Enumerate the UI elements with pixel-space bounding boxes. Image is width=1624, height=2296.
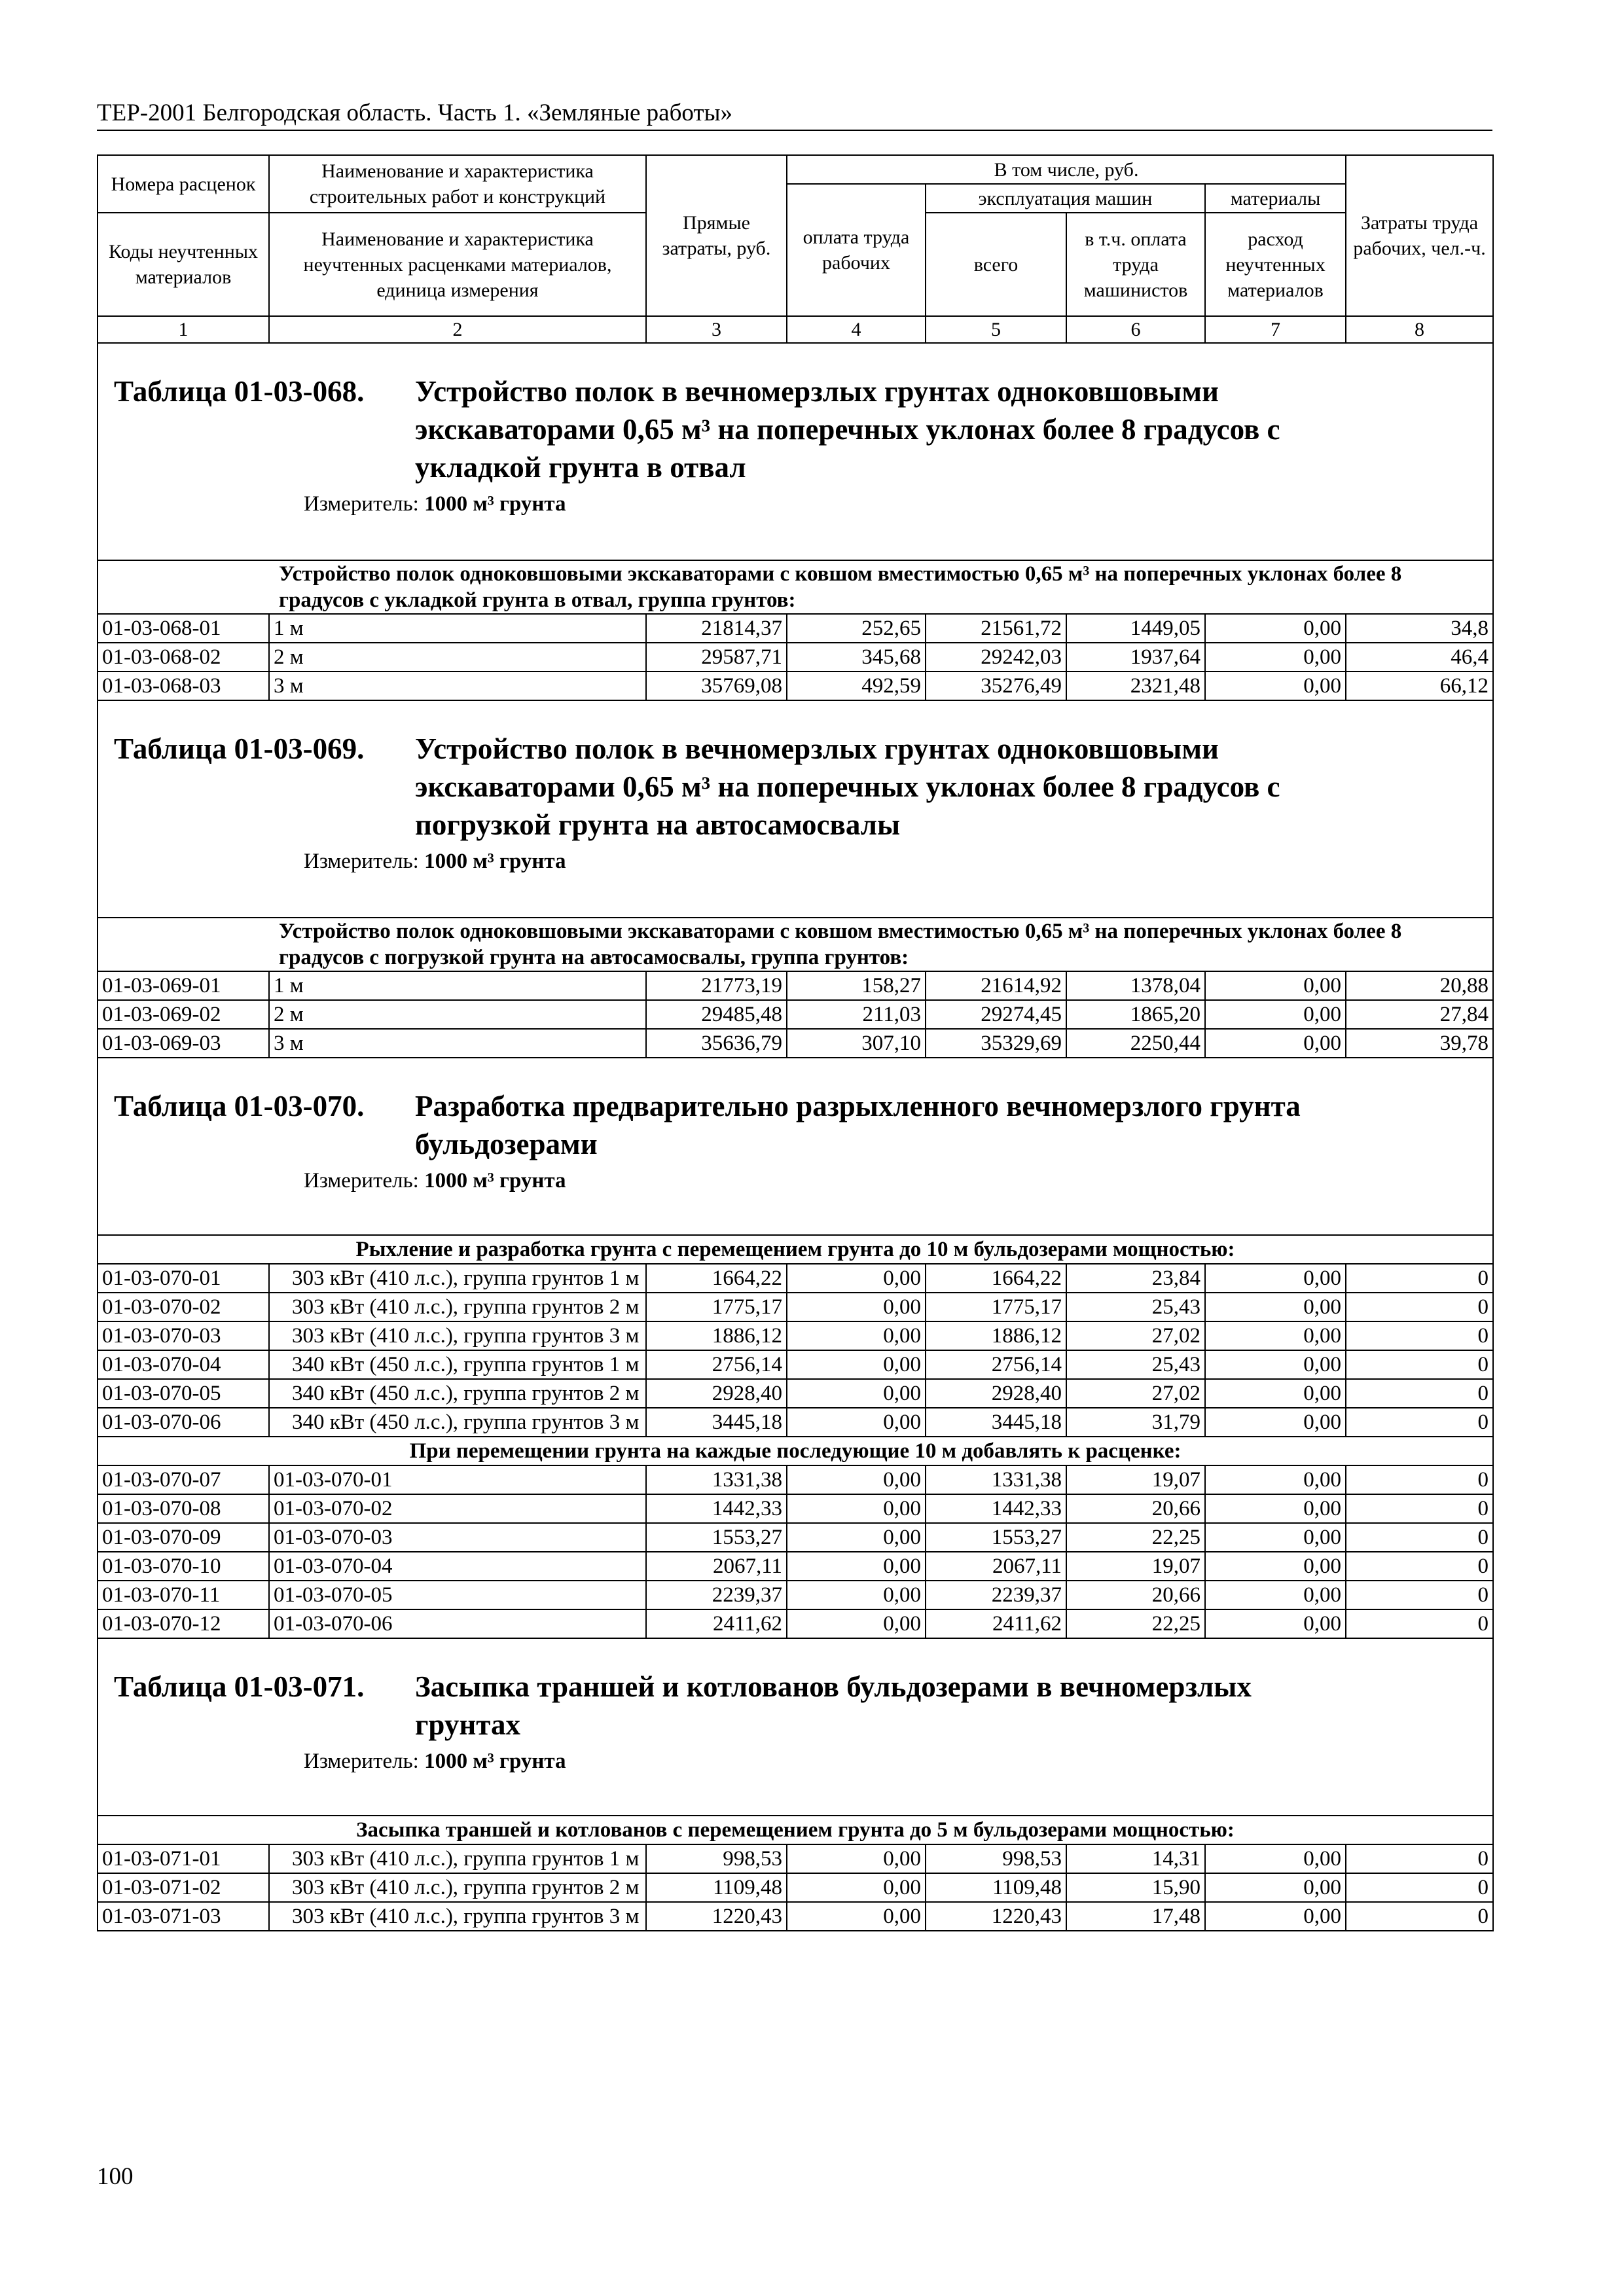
table-title-row <box>98 1058 1493 1235</box>
table-row <box>98 1293 1493 1321</box>
machinists-pay: 19,07 <box>1066 1552 1205 1581</box>
direct-costs: 1886,12 <box>646 1321 787 1350</box>
table-title-line: Устройство полок в вечномерзлых грунтах одноковшовыми <box>415 375 1219 408</box>
rate-name: 303 кВт (410 л.с.), группа грунтов 1 м <box>269 1264 646 1293</box>
machines-total: 1220,43 <box>926 1902 1066 1931</box>
rate-code: 01-03-070-03 <box>98 1321 269 1350</box>
table-title-line: экскаваторами 0,65 м³ на поперечных уклонах более 8 градусов с <box>415 770 1280 803</box>
col-number: 1 <box>98 316 269 343</box>
machinists-pay: 17,48 <box>1066 1902 1205 1931</box>
table-row <box>98 643 1493 672</box>
table-title-line: экскаваторами 0,65 м³ на поперечных уклонах более 8 градусов с <box>415 413 1280 446</box>
rate-code: 01-03-070-04 <box>98 1350 269 1379</box>
machines-header: эксплуатация машин <box>926 184 1205 213</box>
rate-code: 01-03-070-11 <box>98 1581 269 1609</box>
col-number: 3 <box>646 316 787 343</box>
labor-hours: 66,12 <box>1346 672 1493 700</box>
measure-label: Измеритель: <box>304 850 419 873</box>
materials: 0,00 <box>1205 1494 1346 1523</box>
machinists-pay: 27,02 <box>1066 1379 1205 1408</box>
measure-value: 1000 м³ грунта <box>424 850 566 873</box>
labor-pay: 0,00 <box>787 1264 926 1293</box>
direct-costs: 1331,38 <box>646 1465 787 1494</box>
rate-code: 01-03-070-05 <box>98 1379 269 1408</box>
subheader: Устройство полок одноковшовыми экскаваторами с ковшом вместимостью 0,65 м³ на поперечных уклонах более 8 градусов с погрузкой грунта на автосамосвалы, группа грунтов: <box>98 918 1493 971</box>
materials: 0,00 <box>1205 971 1346 1000</box>
materials: 0,00 <box>1205 614 1346 643</box>
machinists-pay: 22,25 <box>1066 1523 1205 1552</box>
rate-code: 01-03-070-08 <box>98 1494 269 1523</box>
machinists-pay: 2250,44 <box>1066 1029 1205 1058</box>
labor-pay: 492,59 <box>787 672 926 700</box>
labor-pay: 0,00 <box>787 1552 926 1581</box>
table-title <box>98 343 1493 560</box>
labor-hours: 0 <box>1346 1321 1493 1350</box>
measure-line <box>304 489 1482 519</box>
labor-pay: 0,00 <box>787 1844 926 1873</box>
table-title-line: бульдозерами <box>415 1128 598 1160</box>
table-row <box>98 1523 1493 1552</box>
rate-code: 01-03-070-09 <box>98 1523 269 1552</box>
table-title-row <box>98 700 1493 918</box>
machines-total: 2067,11 <box>926 1552 1066 1581</box>
machines-total: 2239,37 <box>926 1581 1066 1609</box>
materials-header: материалы <box>1205 184 1346 213</box>
machinists-pay: 20,66 <box>1066 1581 1205 1609</box>
subheader: При перемещении грунта на каждые последующие 10 м добавлять к расценке: <box>98 1437 1493 1465</box>
table-title-prefix: Таблица 01-03-071. <box>114 1670 365 1703</box>
rate-name: 340 кВт (450 л.с.), группа грунтов 3 м <box>269 1408 646 1437</box>
table-row <box>98 672 1493 700</box>
machinists-pay: 22,25 <box>1066 1609 1205 1638</box>
col3-header: Прямые затраты, руб. <box>646 155 787 316</box>
rate-code: 01-03-071-02 <box>98 1873 269 1902</box>
labor-pay: 211,03 <box>787 1000 926 1029</box>
measure-label: Измеритель: <box>304 492 419 516</box>
subheader-row <box>98 1816 1493 1844</box>
labor-hours: 0 <box>1346 1844 1493 1873</box>
table-title-prefix: Таблица 01-03-068. <box>114 375 365 408</box>
machines-total: 21561,72 <box>926 614 1066 643</box>
materials: 0,00 <box>1205 1844 1346 1873</box>
machines-total: 1442,33 <box>926 1494 1066 1523</box>
subheader: Засыпка траншей и котлованов с перемещением грунта до 5 м бульдозерами мощностью: <box>98 1816 1493 1844</box>
col1-bottom-header: Коды неучтенных материалов <box>98 213 269 316</box>
materials: 0,00 <box>1205 1581 1346 1609</box>
materials: 0,00 <box>1205 1465 1346 1494</box>
materials: 0,00 <box>1205 1379 1346 1408</box>
table-title-row <box>98 343 1493 560</box>
rate-name: 1 м <box>269 971 646 1000</box>
materials: 0,00 <box>1205 1293 1346 1321</box>
rate-name: 340 кВт (450 л.с.), группа грунтов 1 м <box>269 1350 646 1379</box>
machines-total: 1331,38 <box>926 1465 1066 1494</box>
machinists-pay: 20,66 <box>1066 1494 1205 1523</box>
direct-costs: 21773,19 <box>646 971 787 1000</box>
table-row <box>98 1000 1493 1029</box>
machinists-pay: 31,79 <box>1066 1408 1205 1437</box>
labor-hours: 0 <box>1346 1609 1493 1638</box>
table-title-line: Разработка предварительно разрыхленного вечномерзлого грунта <box>415 1090 1301 1122</box>
table-row <box>98 1873 1493 1902</box>
measure-label: Измеритель: <box>304 1749 419 1773</box>
table-row <box>98 614 1493 643</box>
subheader-row <box>98 1437 1493 1465</box>
direct-costs: 2067,11 <box>646 1552 787 1581</box>
machines-total: 3445,18 <box>926 1408 1066 1437</box>
rate-name: 01-03-070-05 <box>269 1581 646 1609</box>
labor-hours: 20,88 <box>1346 971 1493 1000</box>
direct-costs: 1664,22 <box>646 1264 787 1293</box>
rate-code: 01-03-069-02 <box>98 1000 269 1029</box>
materials: 0,00 <box>1205 1523 1346 1552</box>
measure-value: 1000 м³ грунта <box>424 492 566 516</box>
machines-total: 29274,45 <box>926 1000 1066 1029</box>
rate-name: 3 м <box>269 1029 646 1058</box>
table-title-line: Устройство полок в вечномерзлых грунтах одноковшовыми <box>415 732 1219 765</box>
col-number: 7 <box>1205 316 1346 343</box>
rate-name: 303 кВт (410 л.с.), группа грунтов 3 м <box>269 1321 646 1350</box>
materials: 0,00 <box>1205 1264 1346 1293</box>
table-row <box>98 1408 1493 1437</box>
machines-total: 1664,22 <box>926 1264 1066 1293</box>
direct-costs: 21814,37 <box>646 614 787 643</box>
labor-hours: 0 <box>1346 1494 1493 1523</box>
col-number: 8 <box>1346 316 1493 343</box>
rate-code: 01-03-071-01 <box>98 1844 269 1873</box>
table-row <box>98 1609 1493 1638</box>
rate-name: 01-03-070-03 <box>269 1523 646 1552</box>
rate-code: 01-03-068-02 <box>98 643 269 672</box>
table-title <box>98 1638 1493 1816</box>
machinists-pay: 1937,64 <box>1066 643 1205 672</box>
labor-pay: 307,10 <box>787 1029 926 1058</box>
including-header: В том числе, руб. <box>787 155 1346 184</box>
rate-code: 01-03-069-03 <box>98 1029 269 1058</box>
subheader-row <box>98 918 1493 971</box>
col4-header: оплата труда рабочих <box>787 184 926 316</box>
table-title <box>98 700 1493 918</box>
machines-total: 2928,40 <box>926 1379 1066 1408</box>
materials: 0,00 <box>1205 672 1346 700</box>
table-row <box>98 1029 1493 1058</box>
machines-total: 21614,92 <box>926 971 1066 1000</box>
direct-costs: 35769,08 <box>646 672 787 700</box>
table-title-line: Засыпка траншей и котлованов бульдозерами в вечномерзлых <box>415 1670 1252 1703</box>
labor-hours: 46,4 <box>1346 643 1493 672</box>
labor-pay: 0,00 <box>787 1321 926 1350</box>
direct-costs: 1775,17 <box>646 1293 787 1321</box>
labor-pay: 0,00 <box>787 1465 926 1494</box>
rate-name: 3 м <box>269 672 646 700</box>
table-title <box>98 1058 1493 1235</box>
table-row <box>98 1264 1493 1293</box>
direct-costs: 2756,14 <box>646 1350 787 1379</box>
direct-costs: 35636,79 <box>646 1029 787 1058</box>
rate-code: 01-03-068-03 <box>98 672 269 700</box>
labor-pay: 0,00 <box>787 1609 926 1638</box>
labor-hours: 27,84 <box>1346 1000 1493 1029</box>
rate-name: 01-03-070-02 <box>269 1494 646 1523</box>
col7-header: расход неучтенных материалов <box>1205 213 1346 316</box>
rate-name: 303 кВт (410 л.с.), группа грунтов 2 м <box>269 1873 646 1902</box>
table-row <box>98 1552 1493 1581</box>
rate-name: 340 кВт (450 л.с.), группа грунтов 2 м <box>269 1379 646 1408</box>
col2-bottom-header: Наименование и характеристика неучтенных расценками материалов, единица измерения <box>269 213 646 316</box>
labor-hours: 0 <box>1346 1873 1493 1902</box>
measure-line <box>304 1166 1482 1196</box>
direct-costs: 2239,37 <box>646 1581 787 1609</box>
rate-code: 01-03-070-02 <box>98 1293 269 1321</box>
machinists-pay: 15,90 <box>1066 1873 1205 1902</box>
col2-top-header: Наименование и характеристика строительных работ и конструкций <box>269 155 646 213</box>
materials: 0,00 <box>1205 1000 1346 1029</box>
running-title: ТЕР-2001 Белгородская область. Часть 1. «Земляные работы» <box>97 98 1492 131</box>
labor-hours: 0 <box>1346 1264 1493 1293</box>
col1-top-header: Номера расценок <box>98 155 269 213</box>
machines-total: 1886,12 <box>926 1321 1066 1350</box>
rate-code: 01-03-070-12 <box>98 1609 269 1638</box>
table-row <box>98 1379 1493 1408</box>
measure-value: 1000 м³ грунта <box>424 1749 566 1773</box>
rate-code: 01-03-069-01 <box>98 971 269 1000</box>
header-row-1 <box>98 155 1493 184</box>
machines-total: 29242,03 <box>926 643 1066 672</box>
col-number: 6 <box>1066 316 1205 343</box>
machines-total: 35276,49 <box>926 672 1066 700</box>
labor-pay: 252,65 <box>787 614 926 643</box>
subheader-row <box>98 1235 1493 1264</box>
machines-total: 35329,69 <box>926 1029 1066 1058</box>
labor-hours: 0 <box>1346 1902 1493 1931</box>
subheader-row <box>98 560 1493 614</box>
labor-hours: 0 <box>1346 1581 1493 1609</box>
machines-total: 1109,48 <box>926 1873 1066 1902</box>
labor-hours: 0 <box>1346 1293 1493 1321</box>
rate-code: 01-03-071-03 <box>98 1902 269 1931</box>
col8-header: Затраты труда рабочих, чел.-ч. <box>1346 155 1493 316</box>
labor-hours: 0 <box>1346 1379 1493 1408</box>
machines-total: 2756,14 <box>926 1350 1066 1379</box>
col5-header: всего <box>926 213 1066 316</box>
rate-name: 303 кВт (410 л.с.), группа грунтов 3 м <box>269 1902 646 1931</box>
subheader: Устройство полок одноковшовыми экскаваторами с ковшом вместимостью 0,65 м³ на поперечных уклонах более 8 градусов с укладкой грунта в отвал, группа грунтов: <box>98 560 1493 614</box>
col6-header: в т.ч. оплата труда машинистов <box>1066 213 1205 316</box>
direct-costs: 998,53 <box>646 1844 787 1873</box>
measure-label: Измеритель: <box>304 1169 419 1193</box>
table-title-line: укладкой грунта в отвал <box>415 451 746 484</box>
rate-name: 01-03-070-06 <box>269 1609 646 1638</box>
page-number: 100 <box>97 2163 134 2190</box>
direct-costs: 2928,40 <box>646 1379 787 1408</box>
rate-name: 303 кВт (410 л.с.), группа грунтов 1 м <box>269 1844 646 1873</box>
table-row <box>98 1902 1493 1931</box>
direct-costs: 29587,71 <box>646 643 787 672</box>
rate-name: 1 м <box>269 614 646 643</box>
materials: 0,00 <box>1205 1321 1346 1350</box>
table-row <box>98 1350 1493 1379</box>
machinists-pay: 23,84 <box>1066 1264 1205 1293</box>
direct-costs: 1109,48 <box>646 1873 787 1902</box>
labor-pay: 158,27 <box>787 971 926 1000</box>
measure-value: 1000 м³ грунта <box>424 1169 566 1193</box>
labor-pay: 0,00 <box>787 1902 926 1931</box>
table-row <box>98 971 1493 1000</box>
col-number: 4 <box>787 316 926 343</box>
rate-code: 01-03-068-01 <box>98 614 269 643</box>
direct-costs: 1220,43 <box>646 1902 787 1931</box>
rate-name: 2 м <box>269 643 646 672</box>
materials: 0,00 <box>1205 1029 1346 1058</box>
labor-hours: 0 <box>1346 1465 1493 1494</box>
materials: 0,00 <box>1205 1609 1346 1638</box>
rates-table <box>97 154 1494 1931</box>
table-row <box>98 1844 1493 1873</box>
col-number: 5 <box>926 316 1066 343</box>
labor-pay: 0,00 <box>787 1523 926 1552</box>
rate-name: 01-03-070-01 <box>269 1465 646 1494</box>
labor-hours: 34,8 <box>1346 614 1493 643</box>
table-title-row <box>98 1638 1493 1816</box>
machines-total: 1553,27 <box>926 1523 1066 1552</box>
labor-pay: 0,00 <box>787 1293 926 1321</box>
materials: 0,00 <box>1205 1873 1346 1902</box>
column-numbers-row <box>98 316 1493 343</box>
materials: 0,00 <box>1205 1408 1346 1437</box>
rate-code: 01-03-070-06 <box>98 1408 269 1437</box>
materials: 0,00 <box>1205 1350 1346 1379</box>
direct-costs: 1442,33 <box>646 1494 787 1523</box>
table-row <box>98 1465 1493 1494</box>
direct-costs: 29485,48 <box>646 1000 787 1029</box>
machines-total: 1775,17 <box>926 1293 1066 1321</box>
machinists-pay: 25,43 <box>1066 1293 1205 1321</box>
machinists-pay: 19,07 <box>1066 1465 1205 1494</box>
rate-code: 01-03-070-10 <box>98 1552 269 1581</box>
machinists-pay: 1378,04 <box>1066 971 1205 1000</box>
rate-name: 01-03-070-04 <box>269 1552 646 1581</box>
table-title-prefix: Таблица 01-03-070. <box>114 1090 365 1122</box>
table-title-prefix: Таблица 01-03-069. <box>114 732 365 765</box>
machines-total: 998,53 <box>926 1844 1066 1873</box>
table-row <box>98 1494 1493 1523</box>
subheader: Рыхление и разработка грунта с перемещением грунта до 10 м бульдозерами мощностью: <box>98 1235 1493 1264</box>
measure-line <box>304 846 1482 876</box>
direct-costs: 1553,27 <box>646 1523 787 1552</box>
rate-code: 01-03-070-01 <box>98 1264 269 1293</box>
labor-hours: 0 <box>1346 1552 1493 1581</box>
table-title-line: грунтах <box>415 1708 520 1741</box>
materials: 0,00 <box>1205 1552 1346 1581</box>
labor-pay: 0,00 <box>787 1494 926 1523</box>
labor-pay: 0,00 <box>787 1873 926 1902</box>
materials: 0,00 <box>1205 1902 1346 1931</box>
machinists-pay: 1865,20 <box>1066 1000 1205 1029</box>
rate-code: 01-03-070-07 <box>98 1465 269 1494</box>
direct-costs: 2411,62 <box>646 1609 787 1638</box>
labor-hours: 0 <box>1346 1523 1493 1552</box>
materials: 0,00 <box>1205 643 1346 672</box>
measure-line <box>304 1746 1482 1776</box>
labor-pay: 0,00 <box>787 1408 926 1437</box>
labor-hours: 39,78 <box>1346 1029 1493 1058</box>
labor-pay: 0,00 <box>787 1581 926 1609</box>
machinists-pay: 1449,05 <box>1066 614 1205 643</box>
labor-pay: 345,68 <box>787 643 926 672</box>
labor-pay: 0,00 <box>787 1379 926 1408</box>
machinists-pay: 25,43 <box>1066 1350 1205 1379</box>
rate-name: 2 м <box>269 1000 646 1029</box>
table-row <box>98 1321 1493 1350</box>
direct-costs: 3445,18 <box>646 1408 787 1437</box>
machinists-pay: 27,02 <box>1066 1321 1205 1350</box>
col-number: 2 <box>269 316 646 343</box>
rate-name: 303 кВт (410 л.с.), группа грунтов 2 м <box>269 1293 646 1321</box>
labor-hours: 0 <box>1346 1350 1493 1379</box>
labor-hours: 0 <box>1346 1408 1493 1437</box>
machinists-pay: 2321,48 <box>1066 672 1205 700</box>
table-title-line: погрузкой грунта на автосамосвалы <box>415 808 901 841</box>
machines-total: 2411,62 <box>926 1609 1066 1638</box>
machinists-pay: 14,31 <box>1066 1844 1205 1873</box>
table-row <box>98 1581 1493 1609</box>
labor-pay: 0,00 <box>787 1350 926 1379</box>
